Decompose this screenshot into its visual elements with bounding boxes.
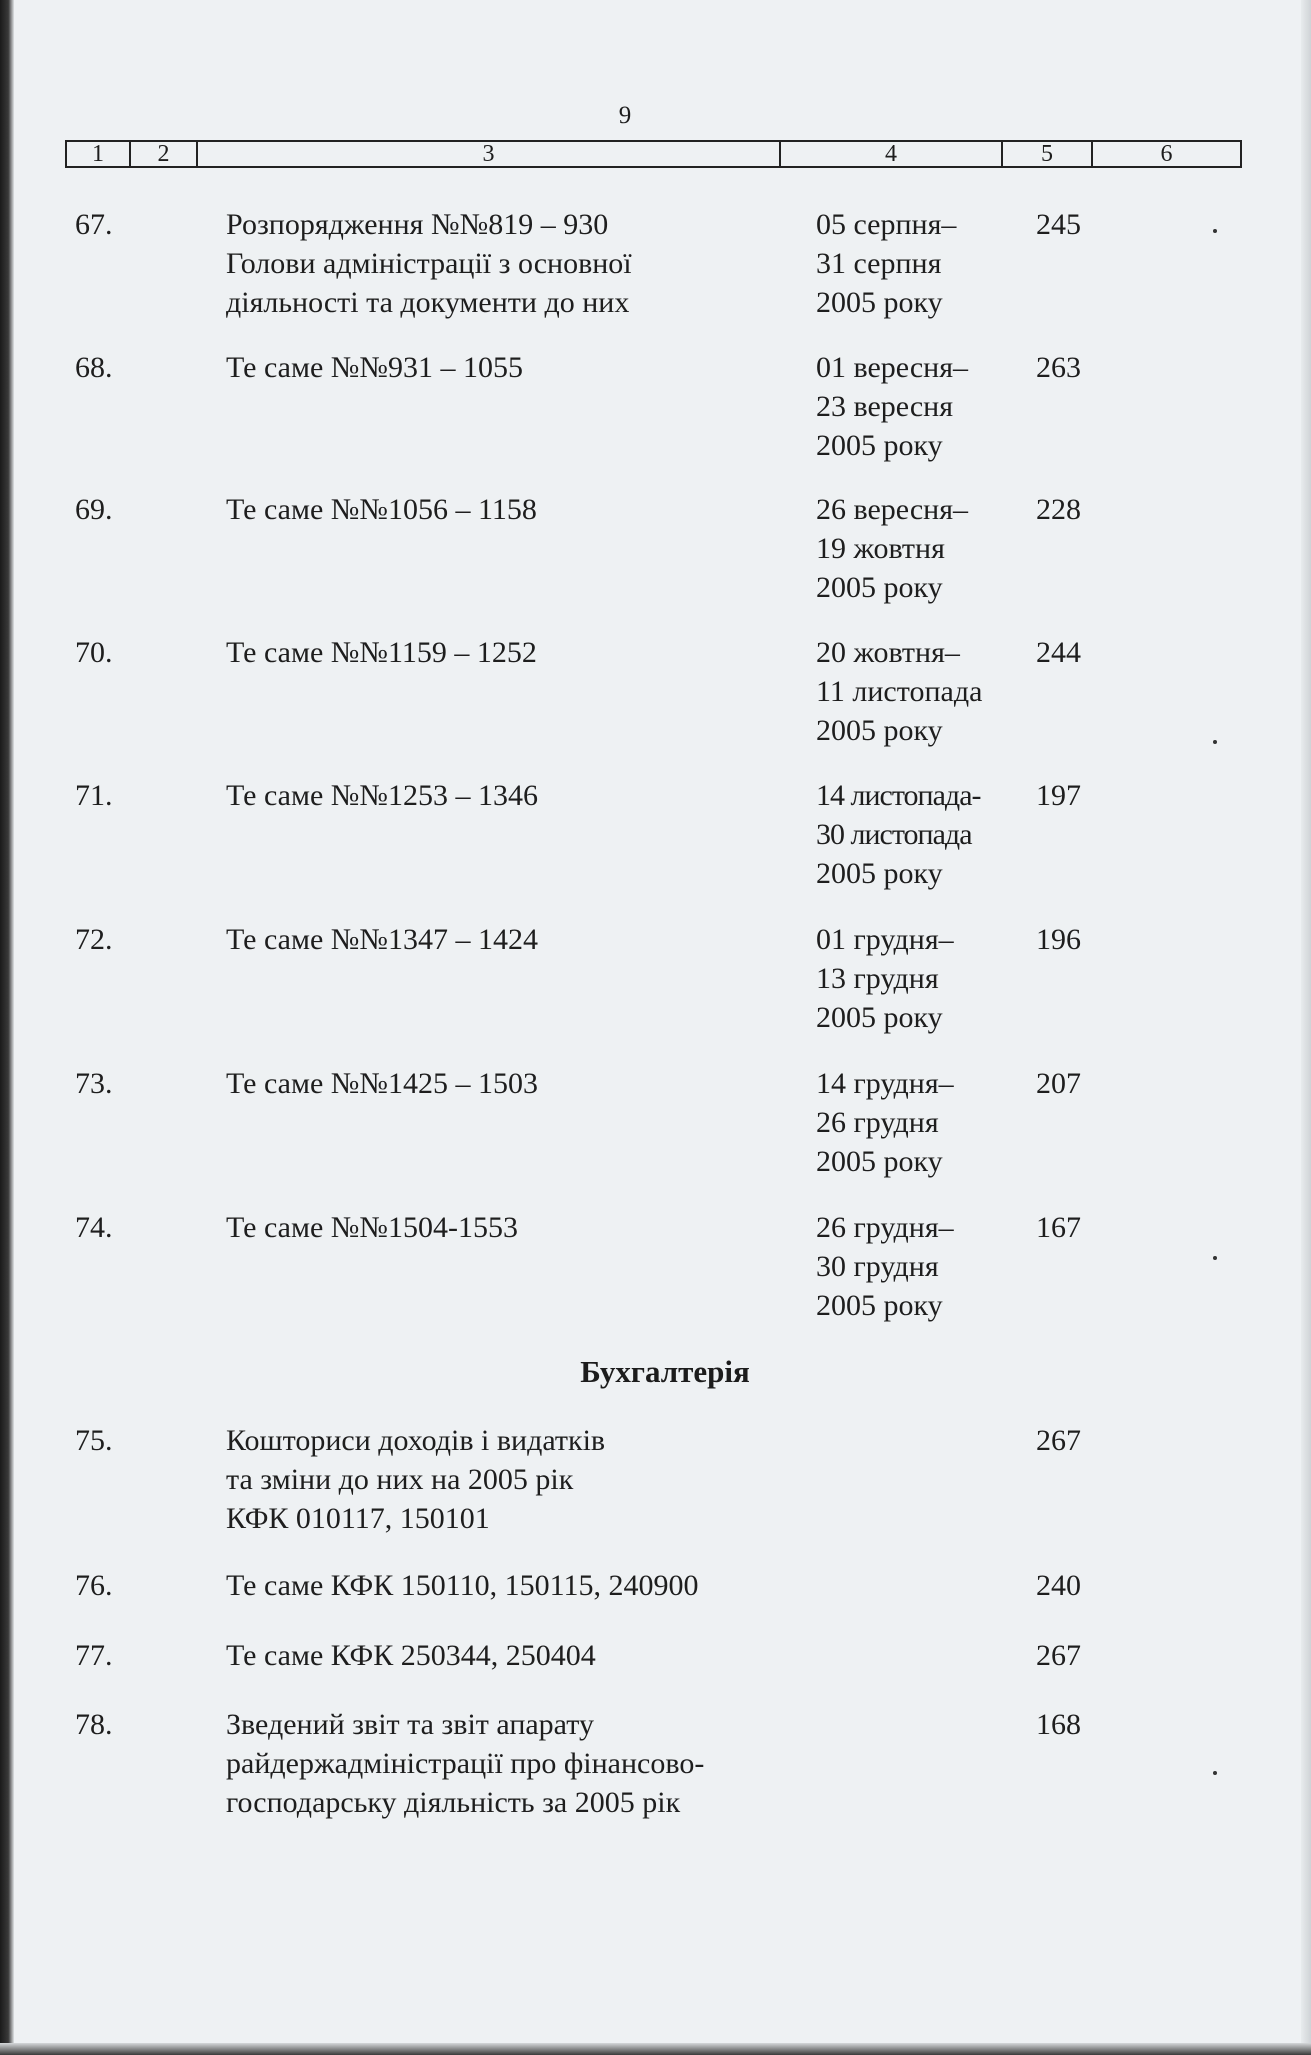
row-count: 244: [1036, 636, 1081, 669]
row-title: Розпорядження №№819 – 930 Голови адміністрації з основної діяльності та документи до них: [226, 208, 632, 319]
row-title: Те саме №№1425 – 1503: [226, 1067, 539, 1100]
row-title: Кошториси доходів і видатків та зміни до них на 2005 рік КФК 010117, 150101: [226, 1424, 606, 1535]
row-count: 263: [1036, 351, 1081, 384]
column-header-row: [65, 140, 1242, 168]
row-count: 267: [1036, 1424, 1081, 1457]
row-title: Те саме №№931 – 1055: [226, 351, 524, 384]
column-header-2: 2: [131, 142, 198, 166]
row-number: 71.: [75, 779, 113, 812]
row-number: 69.: [75, 493, 113, 526]
margin-mark: [1213, 229, 1217, 233]
column-header-4: 4: [781, 142, 1003, 166]
column-header-1: 1: [67, 142, 131, 166]
row-title: Те саме №№1253 – 1346: [226, 779, 539, 812]
row-count: 267: [1036, 1639, 1081, 1672]
row-date: 14 листопада- 30 листопада 2005 року: [816, 779, 981, 890]
row-count: 197: [1036, 779, 1081, 812]
page-binding: [0, 0, 14, 2055]
row-count: 245: [1036, 208, 1081, 241]
row-number: 70.: [75, 636, 113, 669]
row-date: 14 грудня– 26 грудня 2005 року: [816, 1067, 954, 1178]
margin-mark: [1213, 1256, 1217, 1260]
row-date: 05 серпня– 31 серпня 2005 року: [816, 208, 957, 319]
row-count: 207: [1036, 1067, 1081, 1100]
row-count: 240: [1036, 1569, 1081, 1602]
row-title: Зведений звіт та звіт апарату райдержадміністрації про фінансово- господарську діяльність за 2005 рік: [226, 1708, 705, 1819]
row-date: 01 вересня– 23 вересня 2005 року: [816, 351, 969, 462]
column-header-6: 6: [1160, 141, 1173, 167]
column-header-3: 3: [198, 142, 781, 166]
row-number: 76.: [75, 1569, 113, 1602]
row-date: 26 вересня– 19 жовтня 2005 року: [816, 493, 969, 604]
row-number: 72.: [75, 923, 113, 956]
page-edge: [1301, 0, 1311, 2055]
column-header-5: 5: [1003, 142, 1093, 166]
row-title: Те саме КФК 250344, 250404: [226, 1639, 596, 1672]
row-number: 77.: [75, 1639, 113, 1672]
row-count: 168: [1036, 1708, 1081, 1741]
row-title: Те саме №№1347 – 1424: [226, 923, 539, 956]
row-date: 01 грудня– 13 грудня 2005 року: [816, 923, 954, 1034]
page-number: 9: [618, 102, 632, 129]
margin-mark: [1213, 740, 1217, 744]
row-title: Те саме №№1159 – 1252: [226, 636, 537, 669]
section-heading: Бухгалтерія: [580, 1354, 750, 1389]
row-number: 67.: [75, 208, 113, 241]
row-count: 167: [1036, 1211, 1081, 1244]
row-title: Те саме №№1504-1553: [226, 1211, 519, 1244]
row-number: 75.: [75, 1424, 113, 1457]
row-count: 196: [1036, 923, 1081, 956]
row-number: 74.: [75, 1211, 113, 1244]
row-date: 26 грудня– 30 грудня 2005 року: [816, 1211, 954, 1322]
margin-mark: [1213, 1771, 1217, 1775]
row-number: 73.: [75, 1067, 113, 1100]
row-number: 68.: [75, 351, 113, 384]
row-title: Те саме №№1056 – 1158: [226, 493, 537, 526]
row-date: 20 жовтня– 11 листопада 2005 року: [816, 636, 983, 747]
page-bottom-edge: [0, 2043, 1311, 2055]
row-number: 78.: [75, 1708, 113, 1741]
row-count: 228: [1036, 493, 1081, 526]
row-title: Те саме КФК 150110, 150115, 240900: [226, 1569, 699, 1602]
